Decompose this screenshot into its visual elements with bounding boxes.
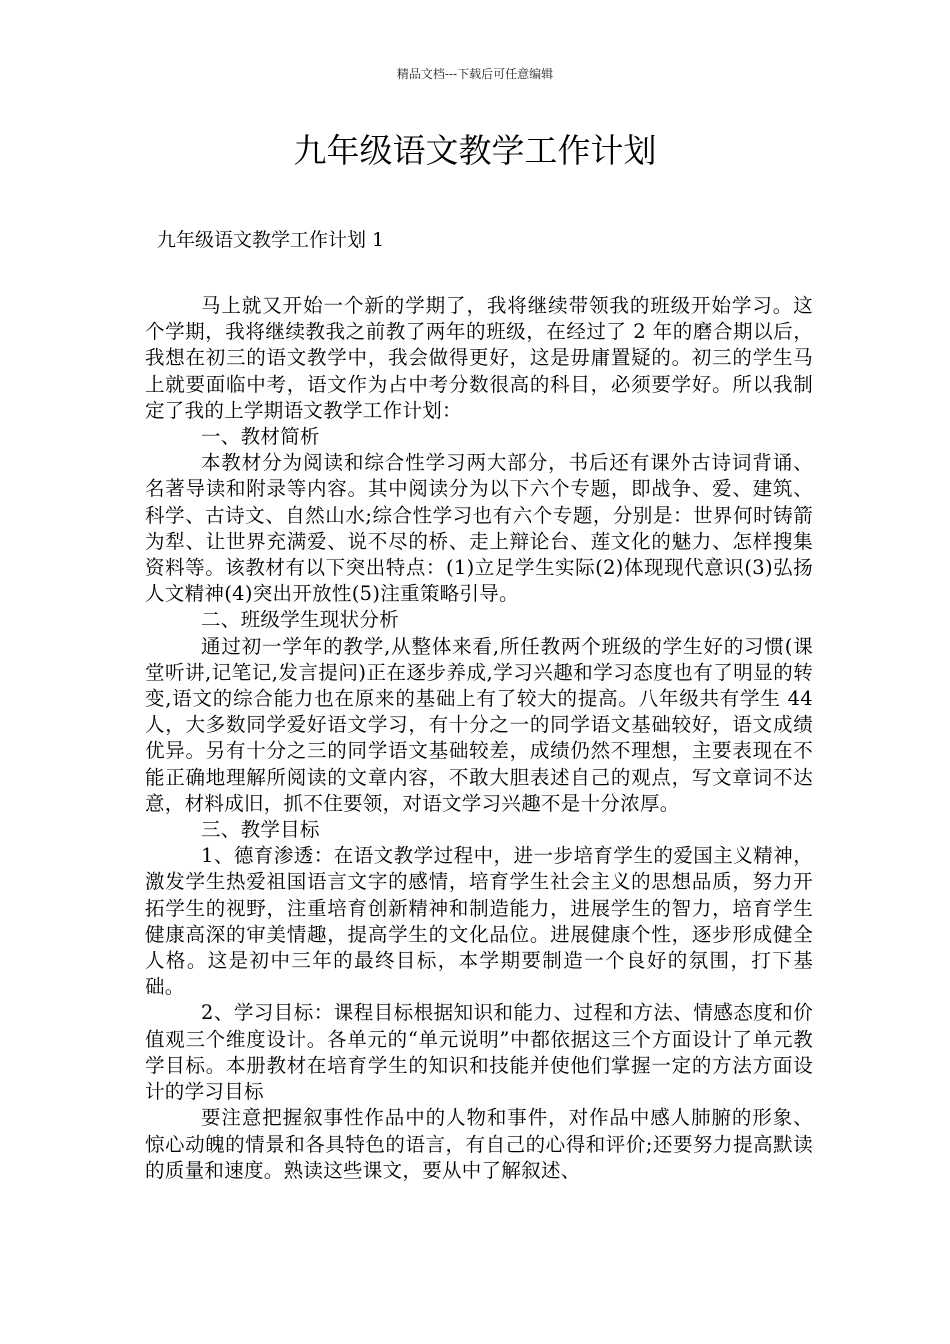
document-title: 九年级语文教学工作计划	[293, 131, 657, 170]
heading-student-analysis: 二、班级学生现状分析	[201, 608, 400, 632]
paragraph-student-analysis: 通过初一学年的教学,从整体来看,所任教两个班级的学生好的习惯(课堂听讲,记笔记,发言提问)正在逐步养成,学习兴趣和学习态度也有了明显的转变,语文的综合能力也在原来的基础上有了较大的提高。八年级共有学生 44 人，大多数同学爱好语文学习，有十分之一的同学语文基础较好，语文成绩优异。另有十分之三的同学语文基础较差，成绩仍然不理想，主要表现在不能正确地理解所阅读的文章内容，不敢大胆表述自己的观点，写文章词不达意，材料成旧，抓不住要领，对语文学习兴趣不是十分浓厚。	[145, 634, 813, 815]
paragraph-textbook-analysis: 本教材分为阅读和综合性学习两大部分，书后还有课外古诗词背诵、名著导读和附录等内容。其中阅读分为以下六个专题，即战争、爱、建筑、科学、古诗文、自然山水;综合性学习也有六个专题，分别是：世界何时铸箭为犁、让世界充满爱、说不尽的桥、走上辩论台、莲文化的魅力、怎样搜集资料等。该教材有以下突出特点：(1)立足学生实际(2)体现现代意识(3)弘扬人文精神(4)突出开放性(5)注重策略引导。	[145, 451, 813, 606]
section-subtitle: 九年级语文教学工作计划 1	[157, 229, 385, 251]
paragraph-narrative-works: 要注意把握叙事性作品中的人物和事件，对作品中感人肺腑的形象、惊心动魄的情景和各具特色的语言，有自己的心得和评价;还要努力提高默读的质量和速度。熟读这些课文，要从中了解叙述、	[145, 1106, 813, 1182]
paragraph-learning-goals: 2、学习目标：课程目标根据知识和能力、过程和方法、情感态度和价值观三个维度设计。各单元的“单元说明”中都依据这三个方面设计了单元教学目标。本册教材在培育学生的知识和技能并使他们掌握一定的方法方面设计的学习目标	[145, 1001, 813, 1104]
heading-teaching-goals: 三、教学目标	[201, 818, 320, 842]
document-body	[145, 293, 813, 1184]
paragraph-moral-education: 1、德育渗透：在语文教学过程中，进一步培育学生的爱国主义精神，激发学生热爱祖国语言文字的感情，培育学生社会主义的思想品质，努力开拓学生的视野，注重培育创新精神和制造能力，进展学生的智力，培育学生健康高深的审美情趣，提高学生的文化品位。进展健康个性，逐步形成健全人格。这是初中三年的最终目标，本学期要制造一个良好的氛围，打下基础。	[145, 844, 813, 999]
page-header: 精品文档---下载后可任意编辑	[396, 67, 554, 81]
heading-textbook-analysis: 一、教材简析	[201, 425, 320, 449]
paragraph-intro: 马上就又开始一个新的学期了，我将继续带领我的班级开始学习。这个学期，我将继续教我之前教了两年的班级，在经过了 2 年的磨合期以后，我想在初三的语文教学中，我会做得更好，这是毋庸置疑的。初三的学生马上就要面临中考，语文作为占中考分数很高的科目，必须要学好。所以我制定了我的上学期语文教学工作计划：	[145, 294, 813, 422]
